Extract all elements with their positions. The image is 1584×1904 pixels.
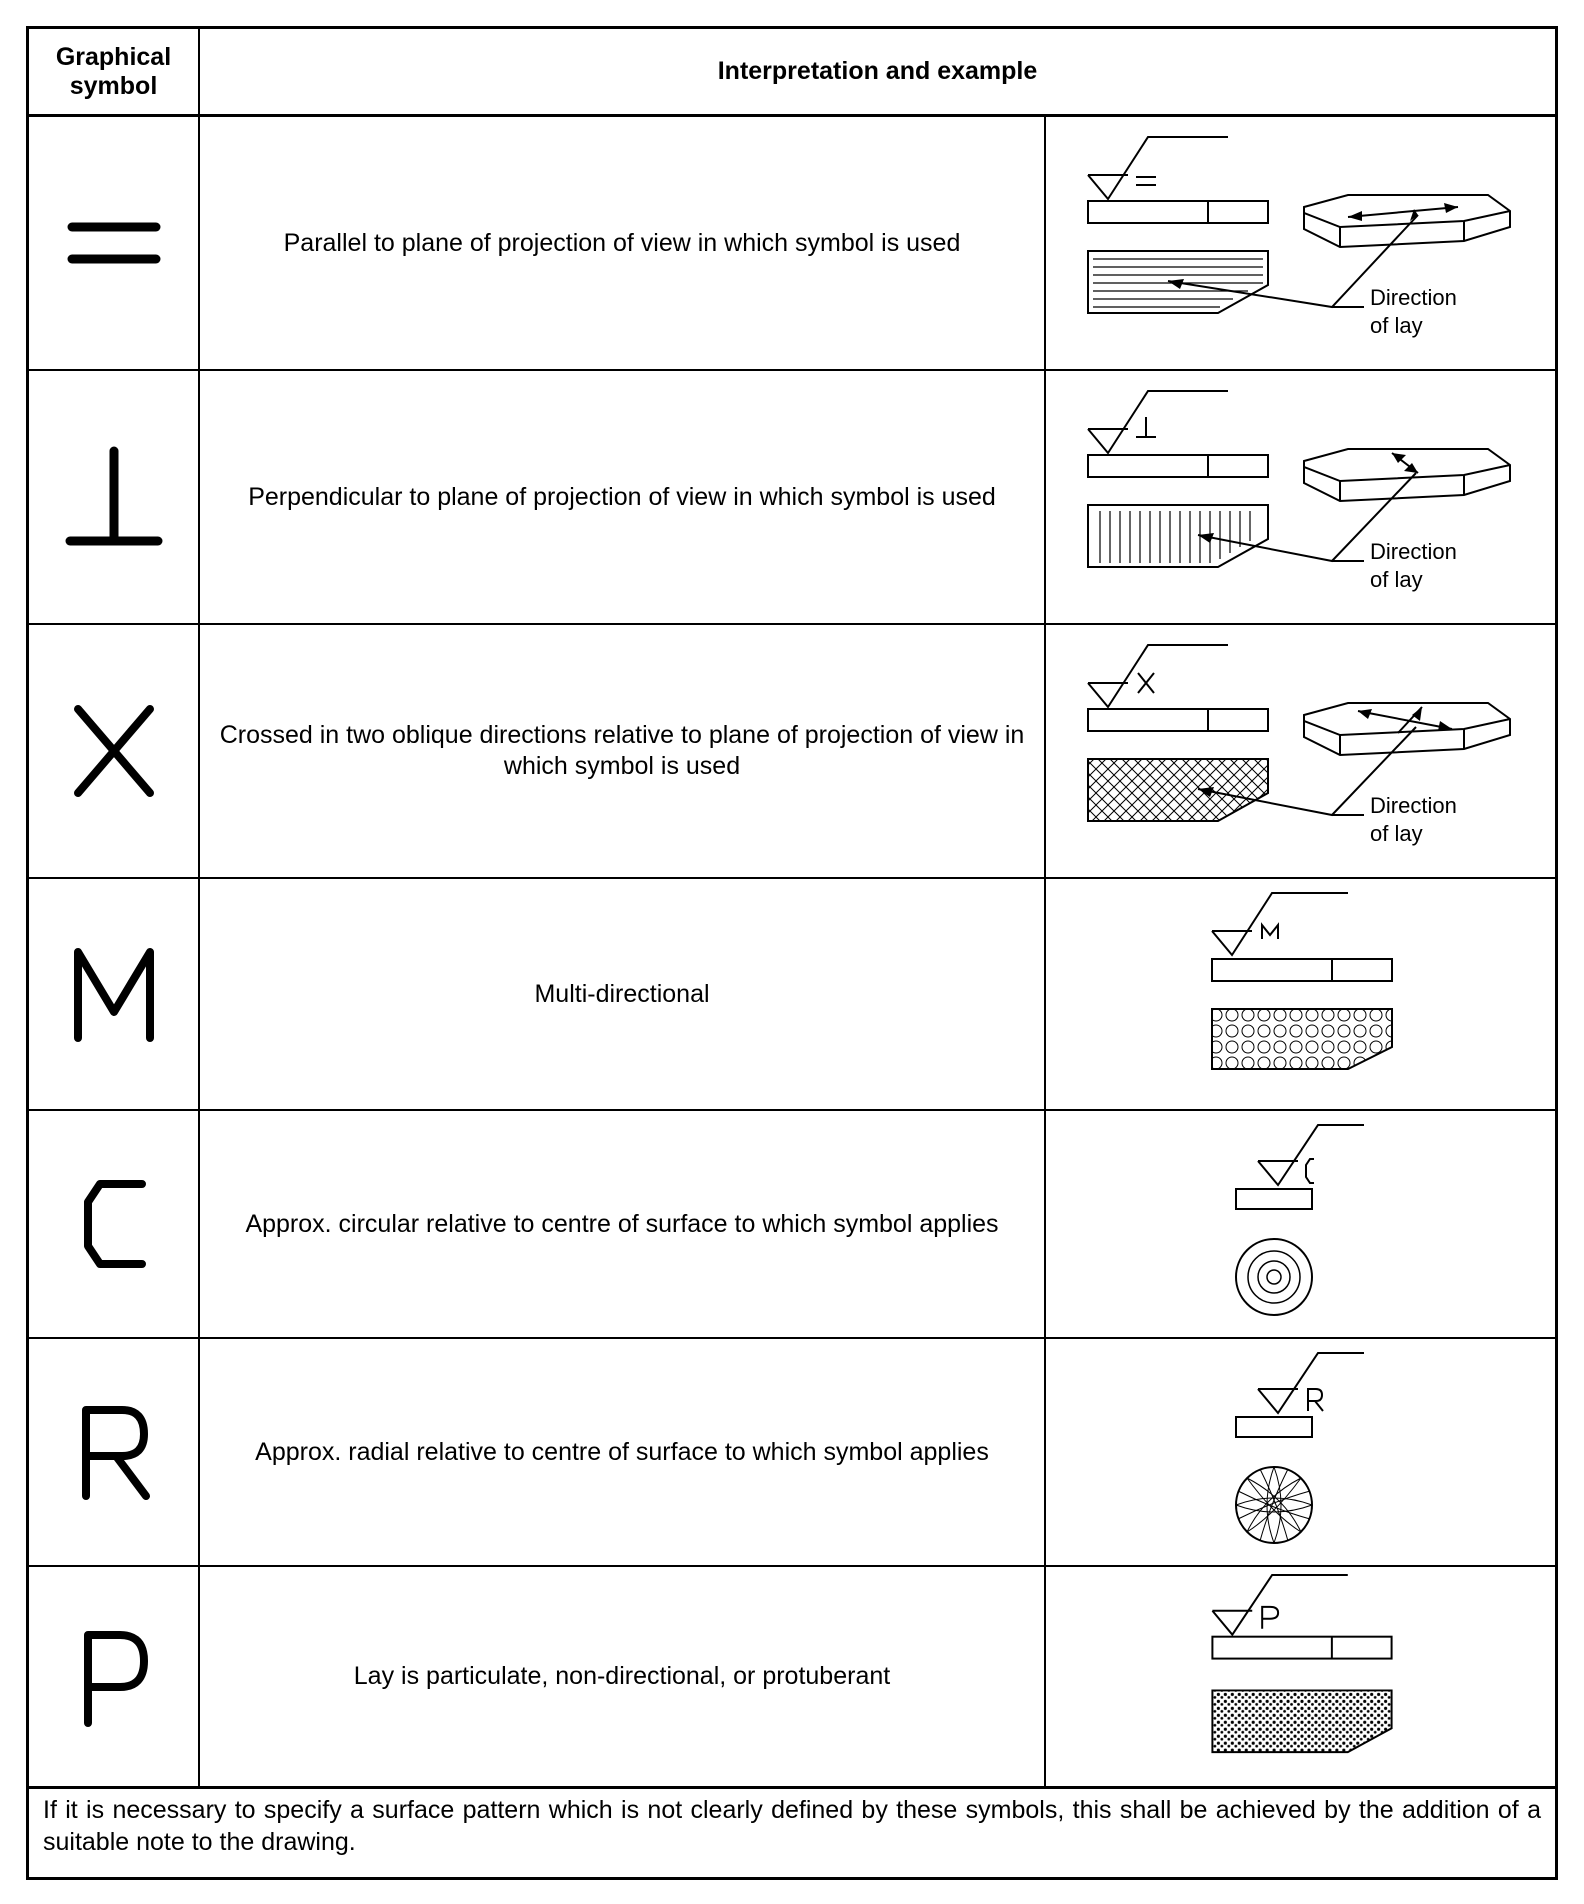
- callout-direction-label: Direction: [1370, 793, 1457, 818]
- callout-direction-label: Direction: [1370, 539, 1457, 564]
- interpretation-text: Approx. radial relative to centre of surface to which symbol applies: [200, 1339, 1046, 1565]
- interpretation-text: Parallel to plane of projection of view in which symbol is used: [200, 117, 1046, 369]
- symbol-cell: [29, 879, 200, 1109]
- radial-lay-icon: [54, 1392, 174, 1512]
- example-drawing: [1048, 879, 1555, 1109]
- callout-of-lay-label: of lay: [1370, 567, 1423, 592]
- header-interpretation: Interpretation and example: [717, 57, 1038, 85]
- symbol-cell: [29, 1339, 200, 1565]
- perpendicular-lay-icon: [54, 437, 174, 557]
- example-drawing: [1048, 625, 1555, 877]
- lay-symbols-table: [26, 26, 1558, 1880]
- table-row: [29, 371, 1555, 625]
- header-graphical-symbol: Graphical symbol: [29, 29, 200, 114]
- symbol-cell: [29, 371, 200, 623]
- crossed-lay-icon: [54, 691, 174, 811]
- example-drawing: [1048, 1339, 1555, 1565]
- symbol-cell: [29, 625, 200, 877]
- interpretation-text: Crossed in two oblique directions relative to plane of projection of view in which symbol is used: [200, 625, 1046, 877]
- callout-of-lay-label: of lay: [1370, 821, 1423, 846]
- circular-lay-example-icon: [1048, 1111, 1555, 1337]
- circular-lay-icon: [54, 1164, 174, 1284]
- table-header: [29, 29, 1555, 117]
- table-row: [29, 1111, 1555, 1339]
- example-drawing: [1048, 1111, 1555, 1337]
- example-drawing: [1048, 371, 1555, 623]
- parallel-lay-example-icon: [1048, 117, 1555, 369]
- table-row: [29, 117, 1555, 371]
- symbol-cell: [29, 1111, 200, 1337]
- table-row: [29, 1567, 1555, 1789]
- interpretation-text: Perpendicular to plane of projection of view in which symbol is used: [200, 371, 1046, 623]
- particulate-lay-icon: [54, 1617, 174, 1737]
- table-row: [29, 1339, 1555, 1567]
- example-drawing: [1048, 1567, 1555, 1786]
- multidirectional-lay-icon: [54, 934, 174, 1054]
- callout-of-lay-label: of lay: [1370, 313, 1423, 338]
- perpendicular-lay-example-icon: [1048, 371, 1555, 623]
- table-row: [29, 625, 1555, 879]
- table-footnote: If it is necessary to specify a surface pattern which is not clearly defined by these symbols, this shall be achieved by the addition of a suitable note to the drawing.: [43, 1796, 1541, 1856]
- multidirectional-lay-example-icon: [1048, 879, 1555, 1109]
- interpretation-text: Approx. circular relative to centre of surface to which symbol applies: [200, 1111, 1046, 1337]
- radial-lay-example-icon: [1048, 1339, 1555, 1565]
- parallel-lay-icon: [54, 183, 174, 303]
- interpretation-text: Lay is particulate, non-directional, or protuberant: [200, 1567, 1046, 1786]
- callout-direction-label: Direction: [1370, 285, 1457, 310]
- interpretation-text: Multi-directional: [200, 879, 1046, 1109]
- table-row: [29, 879, 1555, 1111]
- example-drawing: [1048, 117, 1555, 369]
- particulate-lay-example-icon: [1048, 1567, 1555, 1786]
- symbol-cell: [29, 117, 200, 369]
- crossed-lay-example-icon: [1048, 625, 1555, 877]
- symbol-cell: [29, 1567, 200, 1786]
